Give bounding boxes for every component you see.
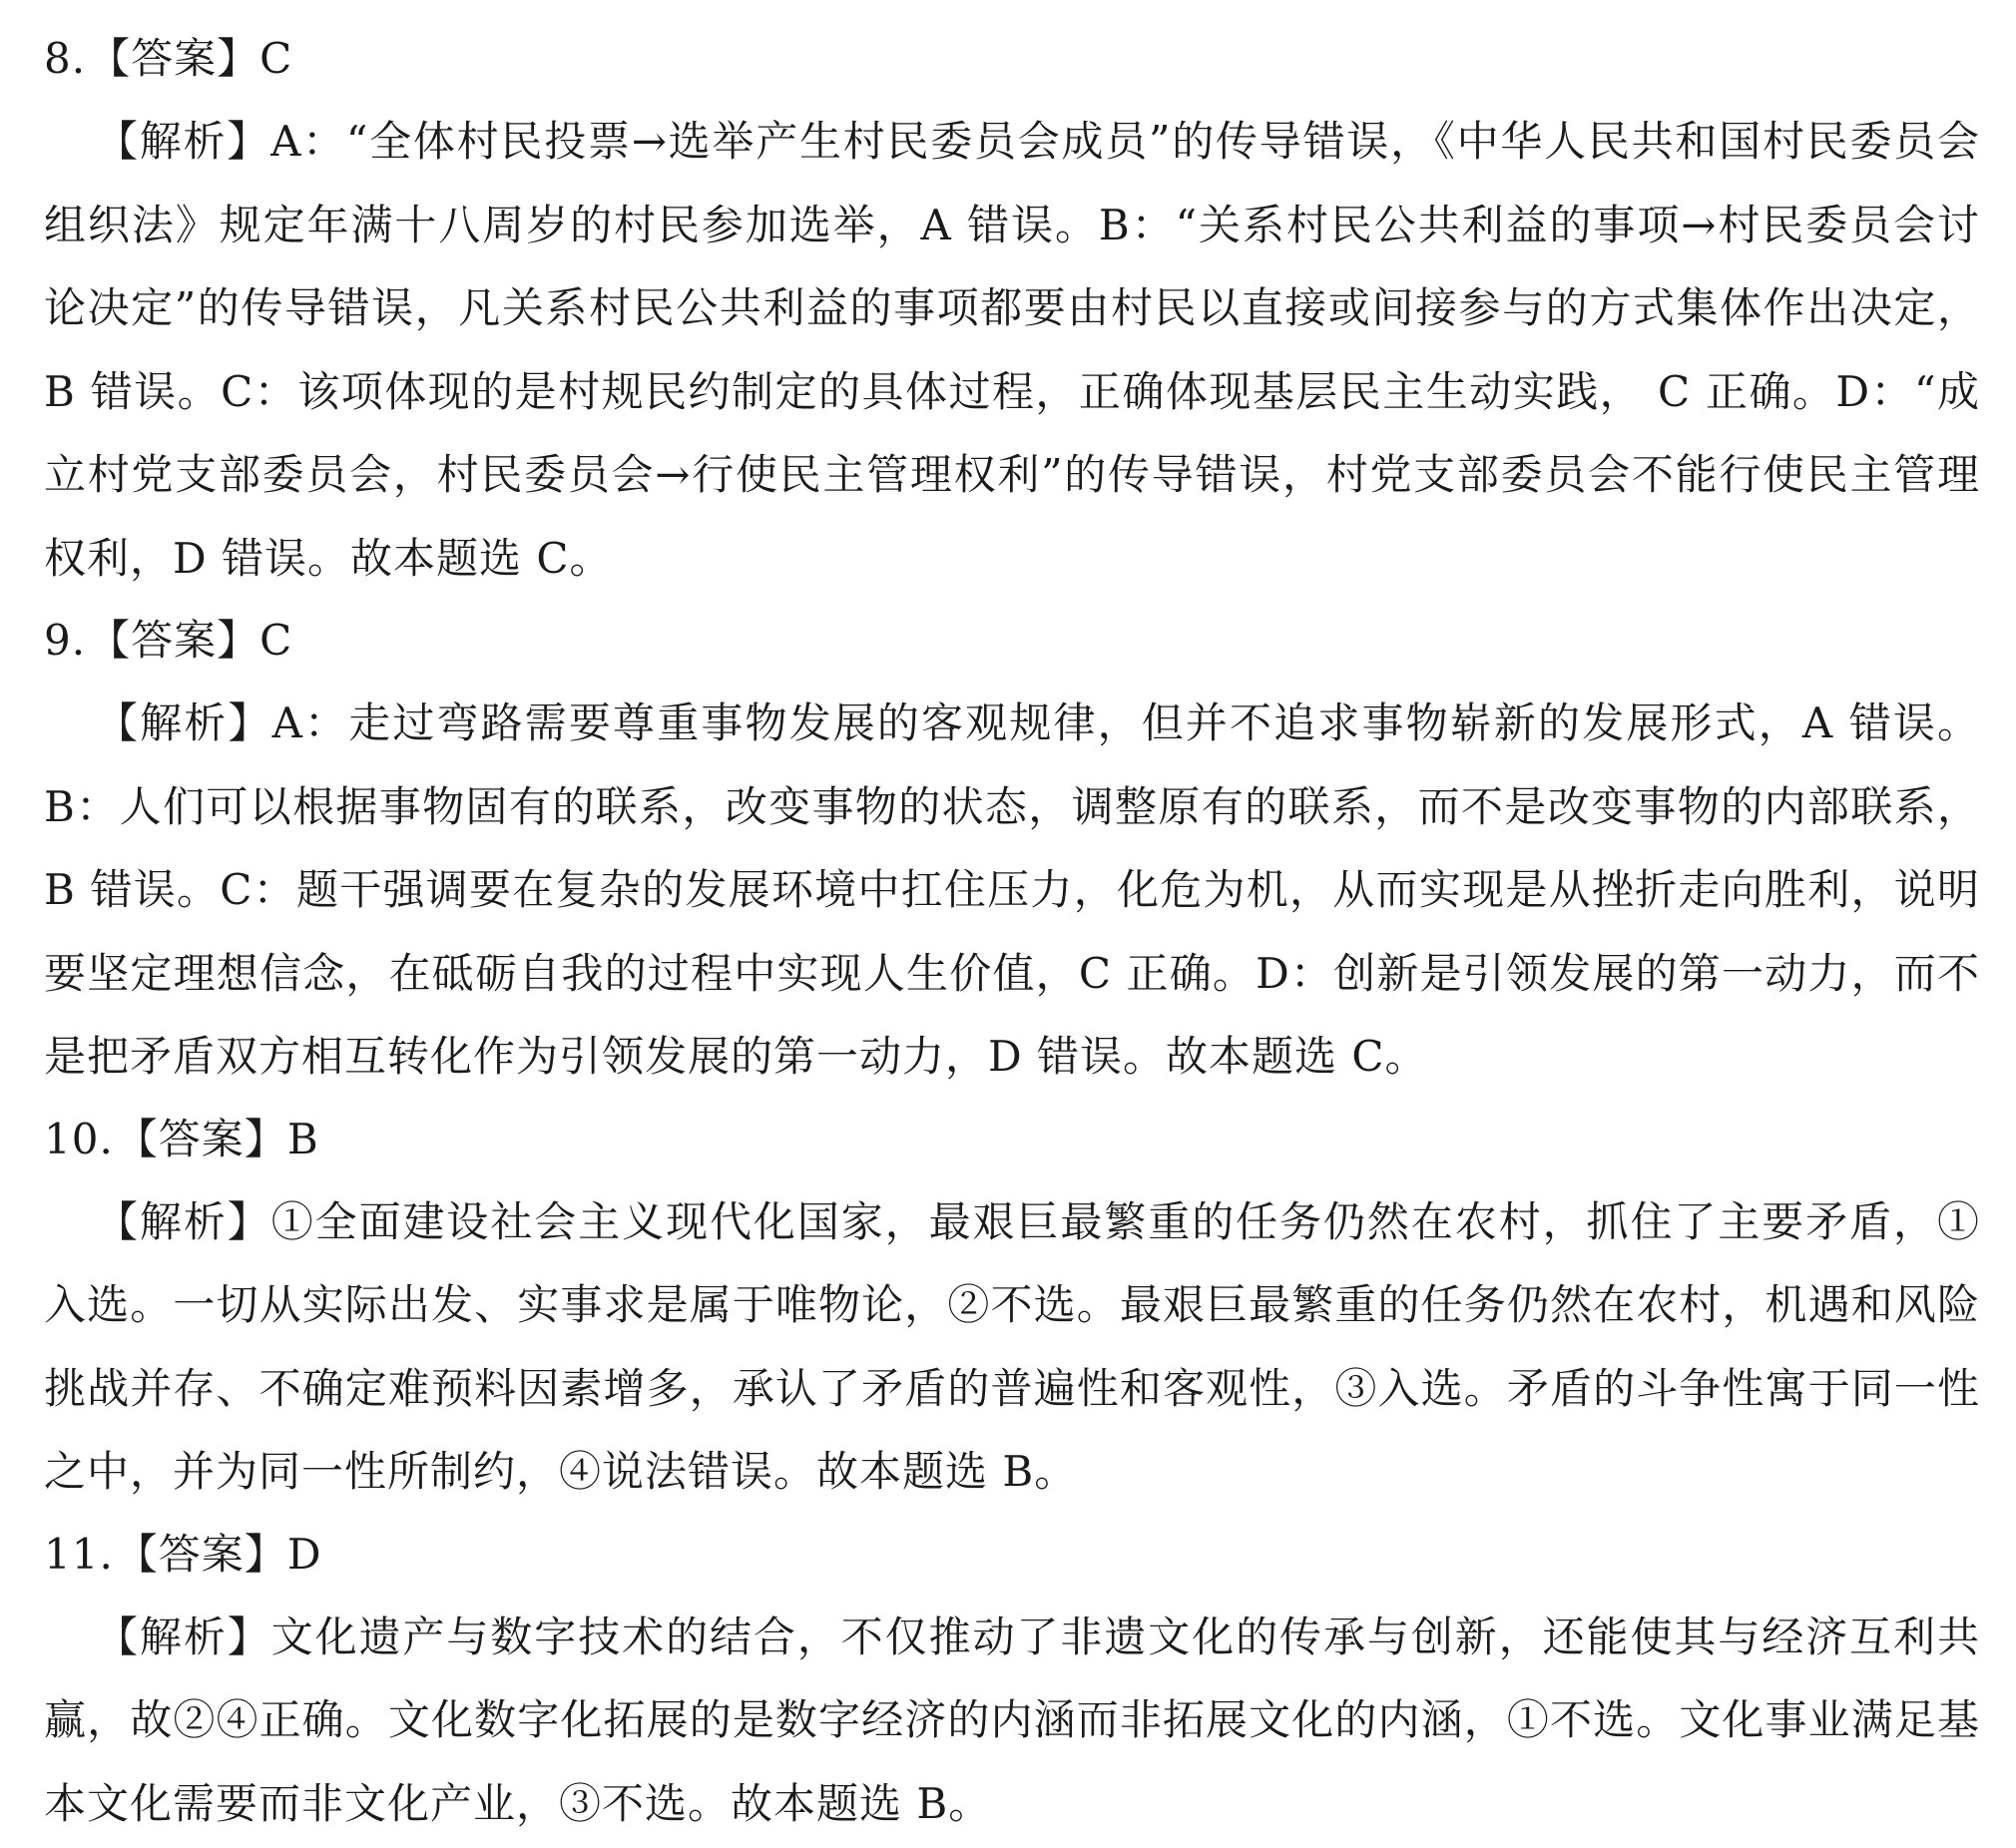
answer-label: 【答案】 bbox=[88, 34, 260, 83]
analysis-label: 【解析】 bbox=[96, 117, 271, 166]
analysis-paragraph bbox=[44, 682, 1980, 1099]
analysis-paragraph bbox=[44, 1180, 1980, 1514]
answer-value: D bbox=[286, 1529, 322, 1579]
analysis-label: 【解析】 bbox=[96, 1196, 271, 1246]
analysis-label: 【解析】 bbox=[96, 698, 272, 747]
answer-line bbox=[44, 600, 1980, 682]
answer-line bbox=[44, 1099, 1980, 1180]
question-block-11 bbox=[44, 1514, 1980, 1846]
analysis-label: 【解析】 bbox=[96, 1612, 271, 1661]
question-block-8 bbox=[44, 18, 1980, 600]
analysis-paragraph bbox=[44, 100, 1980, 600]
answer-value: C bbox=[259, 616, 293, 665]
answer-line bbox=[44, 1514, 1980, 1596]
answer-label: 【答案】 bbox=[115, 1114, 287, 1163]
question-number: 8. bbox=[44, 34, 87, 83]
question-number: 9. bbox=[44, 616, 87, 665]
answer-line bbox=[44, 18, 1980, 100]
analysis-text: A：走过弯路需要尊重事物发展的客观规律，但并不追求事物崭新的发展形式，A 错误。B：人们可以根据事物固有的联系，改变事物的状态，调整原有的联系，而不是改变事物的内部联系，B 错误。C：题干强调要在复杂的发展环境中扛住压力，化危为机，从而实现是从挫折走向胜利，说明要坚定理想信念，在砥砺自我的过程中实现人生价值，C 正确。D：创新是引领发展的第一动力，而不是把矛盾双方相互转化作为引领发展的第一动力，D 错误。故本题选 C。 bbox=[44, 698, 1980, 1081]
analysis-text: 文化遗产与数字技术的结合，不仅推动了非遗文化的传承与创新，还能使其与经济互利共赢，故②④正确。文化数字化拓展的是数字经济的内涵而非拓展文化的内涵，①不选。文化事业满足基本文化需要而非文化产业，③不选。故本题选 B。 bbox=[44, 1612, 1980, 1828]
answer-value: C bbox=[259, 34, 293, 83]
analysis-paragraph bbox=[44, 1596, 1980, 1846]
question-number: 11. bbox=[44, 1529, 114, 1579]
analysis-text: A：“全体村民投票→选举产生村民委员会成员”的传导错误，《中华人民共和国村民委员会组织法》规定年满十八周岁的村民参加选举，A 错误。B：“关系村民公共利益的事项→村民委员会讨论决定”的传导错误，凡关系村民公共利益的事项都要由村民以直接或间接参与的方式集体作出决定，B 错误。C：该项体现的是村规民约制定的具体过程，正确体现基层民主生动实践， C 正确。D：“成立村党支部委员会，村民委员会→行使民主管理权利”的传导错误，村党支部委员会不能行使民主管理权利，D 错误。故本题选 C。 bbox=[44, 117, 1980, 583]
question-block-10 bbox=[44, 1099, 1980, 1514]
answer-label: 【答案】 bbox=[88, 616, 260, 665]
answer-value: B bbox=[286, 1114, 319, 1163]
question-block-9 bbox=[44, 600, 1980, 1099]
answer-label: 【答案】 bbox=[115, 1529, 287, 1579]
analysis-text: ①全面建设社会主义现代化国家，最艰巨最繁重的任务仍然在农村，抓住了主要矛盾，①入选。一切从实际出发、实事求是属于唯物论，②不选。最艰巨最繁重的任务仍然在农村，机遇和风险挑战并存、不确定难预料因素增多，承认了矛盾的普遍性和客观性，③入选。矛盾的斗争性寓于同一性之中，并为同一性所制约，④说法错误。故本题选 B。 bbox=[44, 1196, 1980, 1496]
answer-key-page bbox=[44, 18, 1980, 1845]
question-number: 10. bbox=[44, 1114, 114, 1163]
